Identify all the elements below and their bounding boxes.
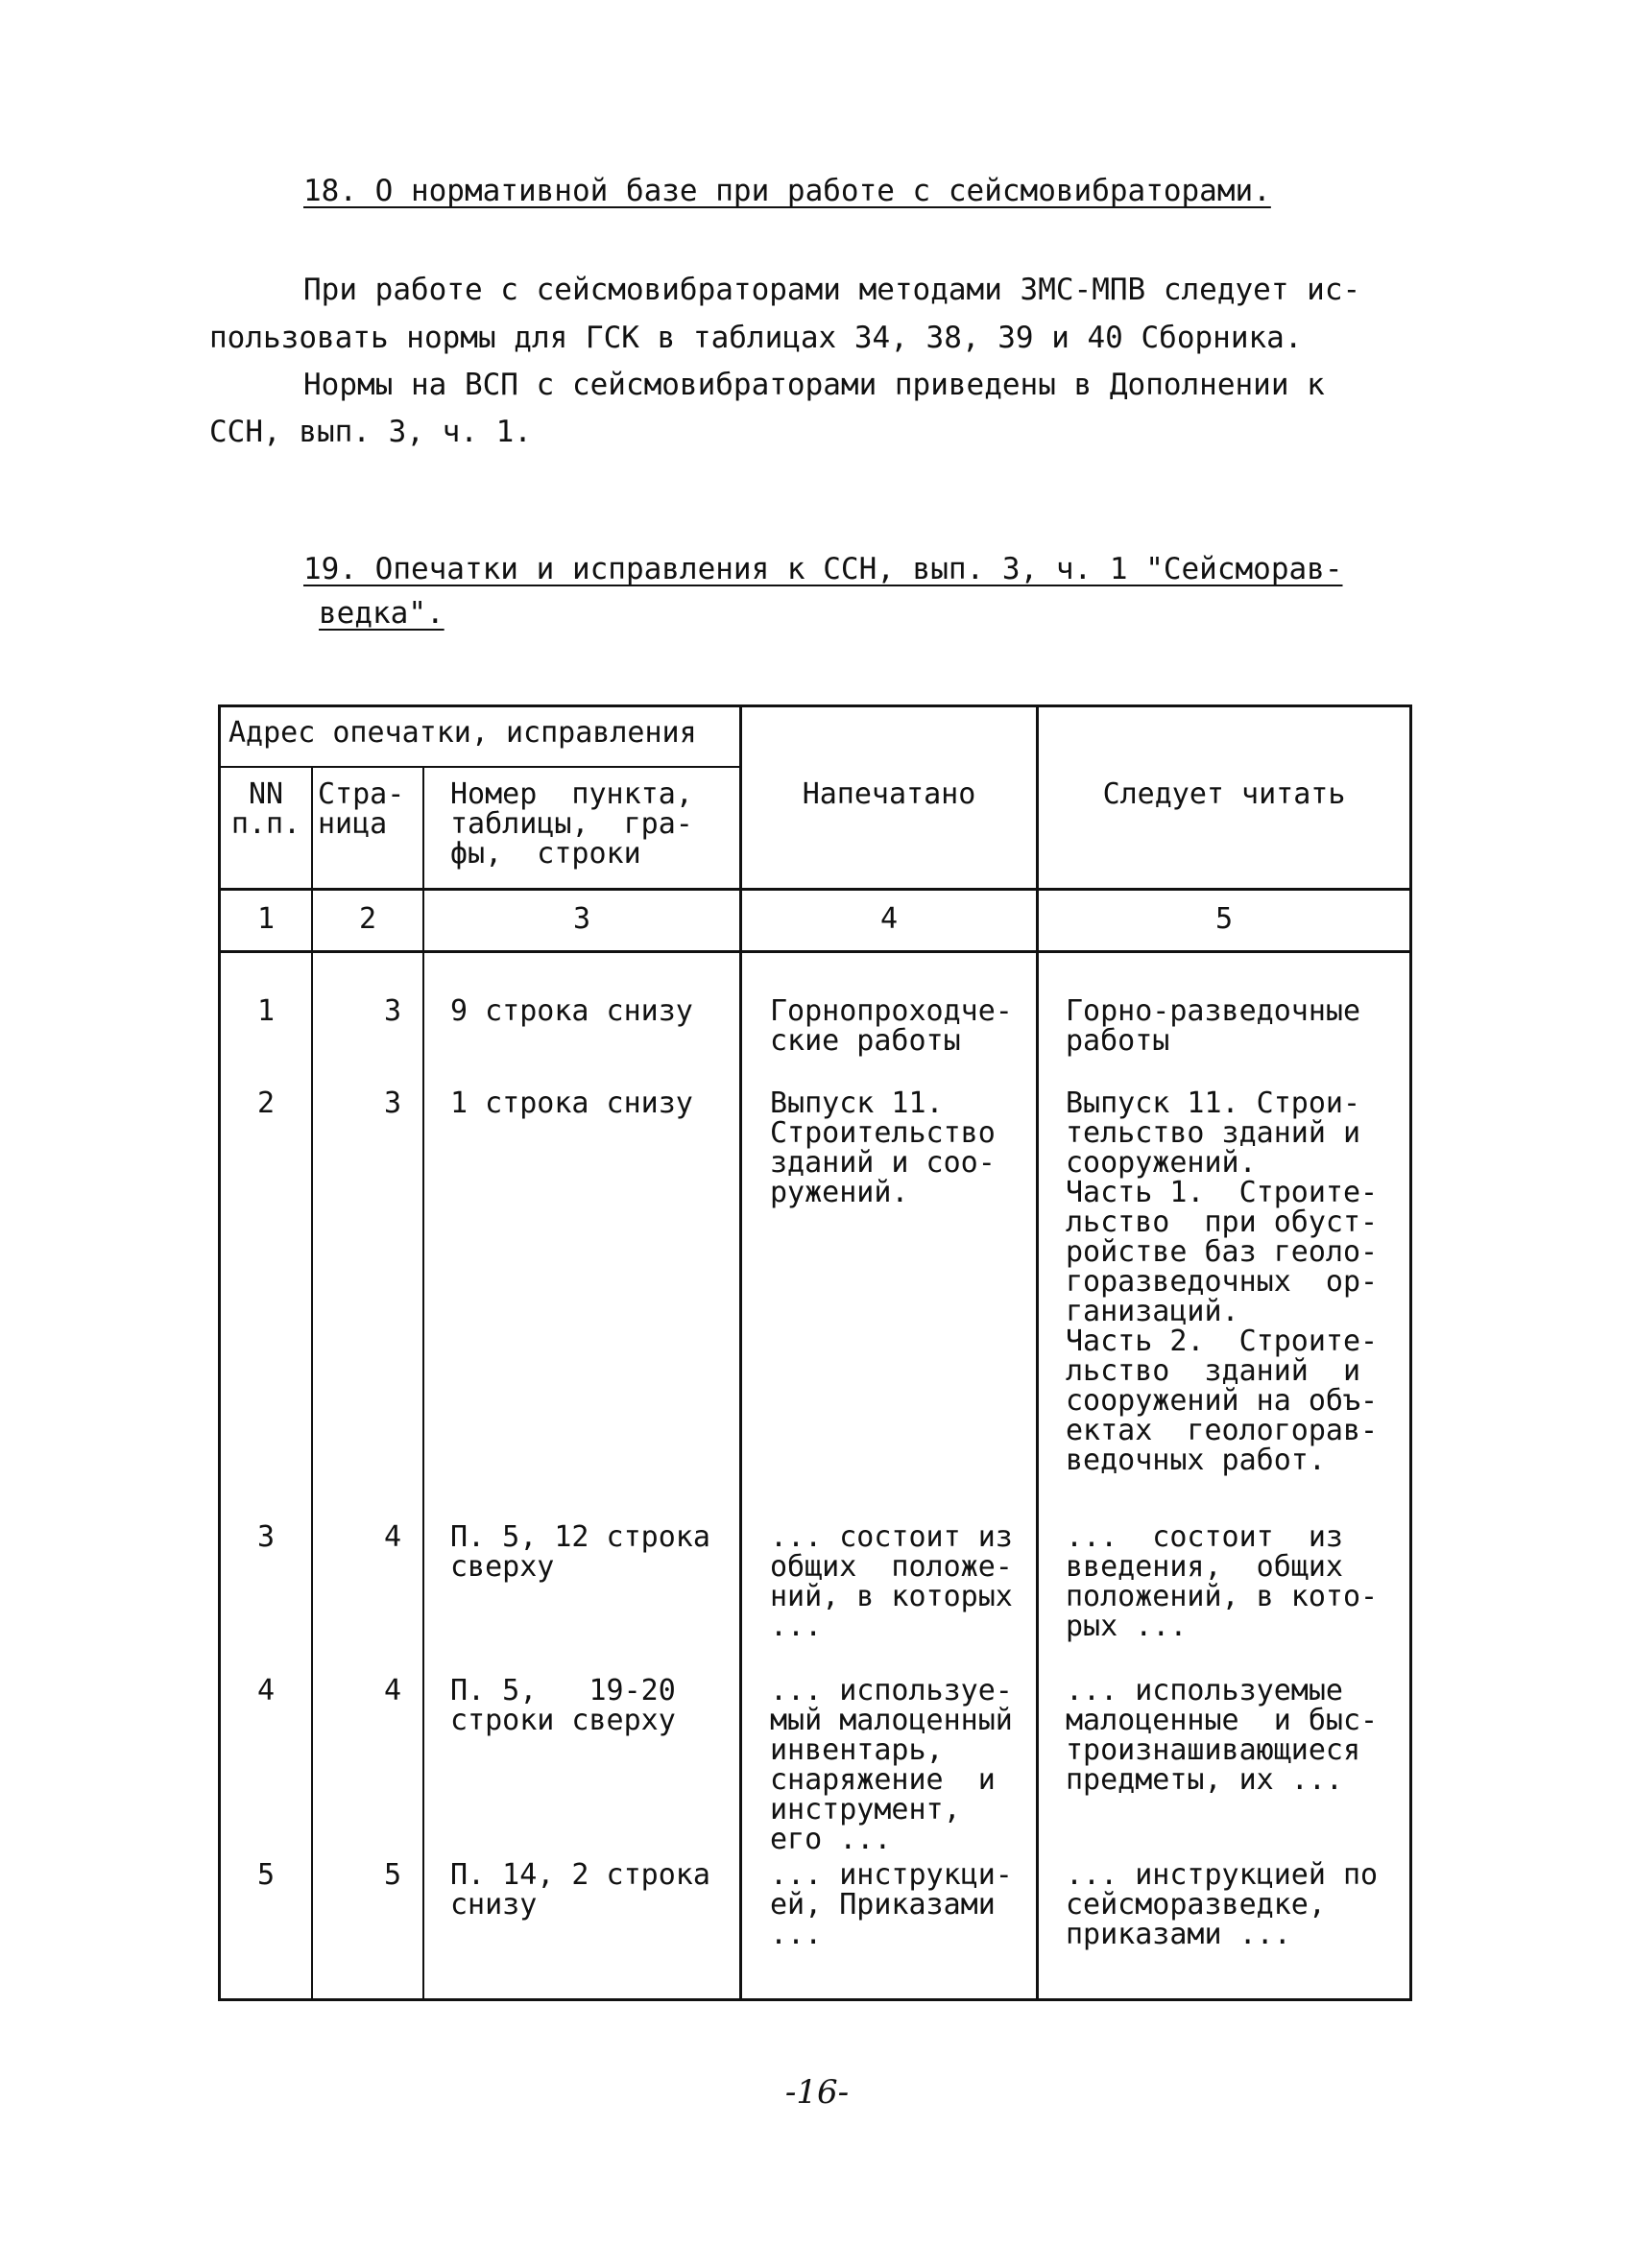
row-3-read: ... состоит из введения, общих положений, в кото- рых ... (1066, 1520, 1379, 1643)
table-line-col-1 (311, 766, 313, 2001)
row-2-page: 3 (383, 1086, 401, 1120)
col-header-page: Стра- ница (318, 777, 405, 841)
row-5-item: П. 14, 2 строка снизу (450, 1858, 710, 1922)
row-5-read: ... инструкцией по сейсморазведке, приказами ... (1066, 1858, 1379, 1951)
row-4-page: 4 (383, 1674, 401, 1707)
table-group-header: Адрес опечатки, исправления (228, 716, 697, 750)
page-number: -16- (784, 2073, 850, 2112)
section-18-heading: 18. О нормативной базе при работе с сейсмовибраторами. (303, 174, 1271, 208)
table-line-group-header (218, 766, 741, 768)
row-1-nn: 1 (256, 994, 276, 1028)
col-header-item: Номер пункта, таблицы, гра- фы, строки (450, 777, 693, 871)
section-18-line-3: Нормы на ВСП с сейсмовибраторами приведены в Дополнении к (303, 368, 1325, 402)
row-2-printed: Выпуск 11. Строительство зданий и соо- ружений. (770, 1086, 996, 1209)
row-4-item: П. 5, 19-20 строки сверху (450, 1674, 676, 1737)
col-number-3: 3 (572, 902, 591, 936)
table-line-numbers-bottom (218, 950, 1412, 953)
row-4-printed: ... используе- мый малоценный инвентарь, снаряжение и инструмент, его ... (770, 1674, 1013, 1856)
table-line-col-2 (422, 766, 424, 2001)
col-number-5: 5 (1214, 902, 1234, 936)
table-line-col-4 (1036, 704, 1039, 2001)
row-3-item: П. 5, 12 строка сверху (450, 1520, 710, 1584)
row-1-printed: Горнопроходче- ские работы (770, 994, 1013, 1058)
row-4-read: ... используемые малоценные и быс- троизнашивающиеся предметы, их ... (1066, 1674, 1379, 1797)
row-1-item: 9 строка снизу (450, 994, 693, 1028)
row-1-read: Горно-разведочные работы (1066, 994, 1361, 1058)
section-19-heading-line-2: ведка". (319, 596, 445, 631)
table-line-header-bottom (218, 888, 1412, 891)
row-3-printed: ... состоит из общих положе- ний, в которых ... (770, 1520, 1013, 1643)
section-18-line-4: ССН, вып. 3, ч. 1. (209, 415, 532, 449)
row-1-page: 3 (383, 994, 401, 1028)
row-4-nn: 4 (256, 1674, 276, 1707)
col-number-2: 2 (358, 902, 377, 936)
row-5-nn: 5 (256, 1858, 276, 1892)
section-19-heading-line-1: 19. Опечатки и исправления к ССН, вып. 3, ч. 1 "Сейсморав- (303, 552, 1343, 586)
table-border-bottom (218, 1998, 1412, 2001)
row-2-read: Выпуск 11. Строи- тельство зданий и сооружений. Часть 1. Строите- льство при обуст- ройстве баз геоло- горазведочных ор- ганизаций. Часть 2. Строите- льство зданий и сооружений на объ- ектах геологорав- ведочных работ. (1066, 1086, 1379, 1477)
col-header-nn: NN п.п. (230, 777, 301, 841)
row-5-printed: ... инструкци- ей, Приказами ... (770, 1858, 1013, 1951)
table-line-col-3 (739, 704, 742, 2001)
col-number-1: 1 (256, 902, 276, 936)
col-number-4: 4 (879, 902, 899, 936)
row-3-page: 4 (383, 1520, 401, 1554)
col-header-printed: Напечатано (802, 777, 976, 811)
row-3-nn: 3 (256, 1520, 276, 1554)
col-header-read: Следует читать (1102, 777, 1346, 811)
row-2-nn: 2 (256, 1086, 276, 1120)
section-18-line-2: пользовать нормы для ГСК в таблицах 34, 38, 39 и 40 Сборника. (209, 321, 1303, 355)
table-border-left (218, 704, 221, 2001)
table-border-top (218, 704, 1412, 707)
table-border-right (1409, 704, 1412, 2001)
row-5-page: 5 (383, 1858, 401, 1892)
row-2-item: 1 строка снизу (450, 1086, 693, 1120)
section-18-line-1: При работе с сейсмовибраторами методами ЗМС-МПВ следует ис- (303, 273, 1361, 307)
